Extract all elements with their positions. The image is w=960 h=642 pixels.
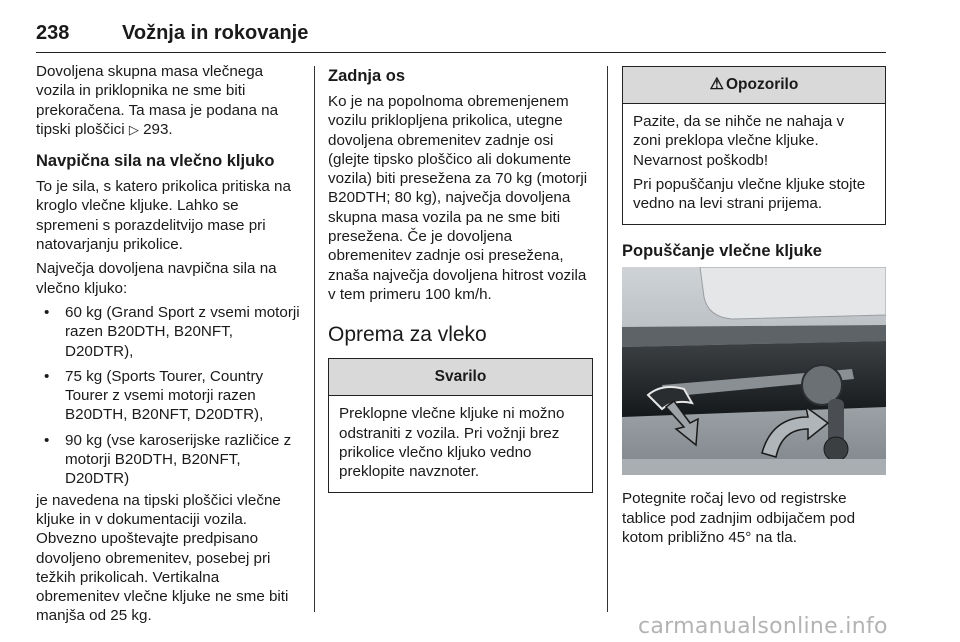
section-heading-vertical-load: Navpična sila na vlečno kljuko <box>36 152 275 171</box>
warning-box <box>622 66 886 225</box>
caution-box <box>328 358 593 493</box>
caution-title: Svarilo <box>329 359 592 396</box>
paragraph: Ko je na popolnoma obremenjenem vozilu priklopljena prikolica, utegne dovoljena obremenitev zadnje osi (glejte tipsko ploščico ali dokumente vozila) biti presežena za 70 kg (motorji B20DTH; 80 kg), največja dovoljena skupna masa vozila pa ne sme biti presežena. Če je dovoljena obremenitev zadnje osi presežena, znaša največja dovoljena hitrost vozila v tem primeru 100 km/h. <box>328 93 588 303</box>
section-heading-rear-axle: Zadnja os <box>328 67 406 85</box>
intro-paragraph: Dovoljena skupna masa vlečnega vozila in priklopnika ne sme biti prekoračena. Ta masa je podana na tipski ploščici ▷ 293. <box>36 63 279 138</box>
paragraph: To je sila, s katero prikolica pritiska na kroglo vlečne kljuke. Lahko se spremeni s porazdelitvijo mase pri natovarjanju prikolice. <box>36 178 291 254</box>
warning-text: Pazite, da se nihče ne nahaja v zoni preklopa vlečne kljuke. Nevarnost poškodb! <box>633 113 845 169</box>
bullet-list <box>36 303 302 489</box>
section-title-towing-equipment: Oprema za vleko <box>328 323 487 347</box>
caution-text: Preklopne vlečne kljuke ni možno odstraniti z vozila. Pri vožnji brez prikolice vlečno kljuko vedno preklopite navznoter. <box>339 405 565 481</box>
warning-title: Opozorilo <box>726 76 799 93</box>
watermark: carmanualsonline.info <box>638 614 888 639</box>
column-left <box>36 62 302 631</box>
list-item: • 90 kg (vse karoserijske različice z motorji B20DTH, B20NFT, D20DTR) <box>36 431 302 489</box>
page-ref[interactable]: 293. <box>143 120 173 138</box>
paragraph: Največja dovoljena navpična sila na vlečno kljuko: <box>36 260 277 297</box>
list-item: • 75 kg (Sports Tourer, Country Tourer z vsemi motorji razen B20DTH, B20NFT, D20DTR), <box>36 367 302 425</box>
page-ref-arrow-icon[interactable]: ▷ <box>128 121 139 137</box>
warning-header <box>623 67 885 104</box>
column-divider <box>314 66 315 612</box>
warning-triangle-icon: ⚠ <box>709 76 724 93</box>
page-header <box>36 22 886 53</box>
column-divider <box>607 66 608 612</box>
warning-text: Pri popuščanju vlečne kljuke stojte vedno na levi strani prijema. <box>633 175 866 213</box>
tow-hitch-photo <box>622 267 886 475</box>
instruction-caption: Potegnite ročaj levo od registrske tablice pod zadnjim odbijačem pod kotom približno 45° na tla. <box>622 490 856 547</box>
column-middle <box>328 62 593 493</box>
list-item: • 60 kg (Grand Sport z vsemi motorji razen B20DTH, B20NFT, D20DTR), <box>36 303 302 361</box>
column-right <box>622 62 886 552</box>
chapter-title: Vožnja in rokovanje <box>122 22 309 44</box>
paragraph: je navedena na tipski ploščici vlečne kljuke in v dokumentaciji vozila. Obvezno upoštevajte predpisano dovoljeno obremenitev, posebej pri težkih prikolicah. Vertikalna obremenitev vlečne kljuke ne sme biti manjša od 25 kg. <box>36 491 289 625</box>
section-heading-release-hitch: Popuščanje vlečne kljuke <box>622 242 822 261</box>
page-number: 238 <box>36 22 70 44</box>
